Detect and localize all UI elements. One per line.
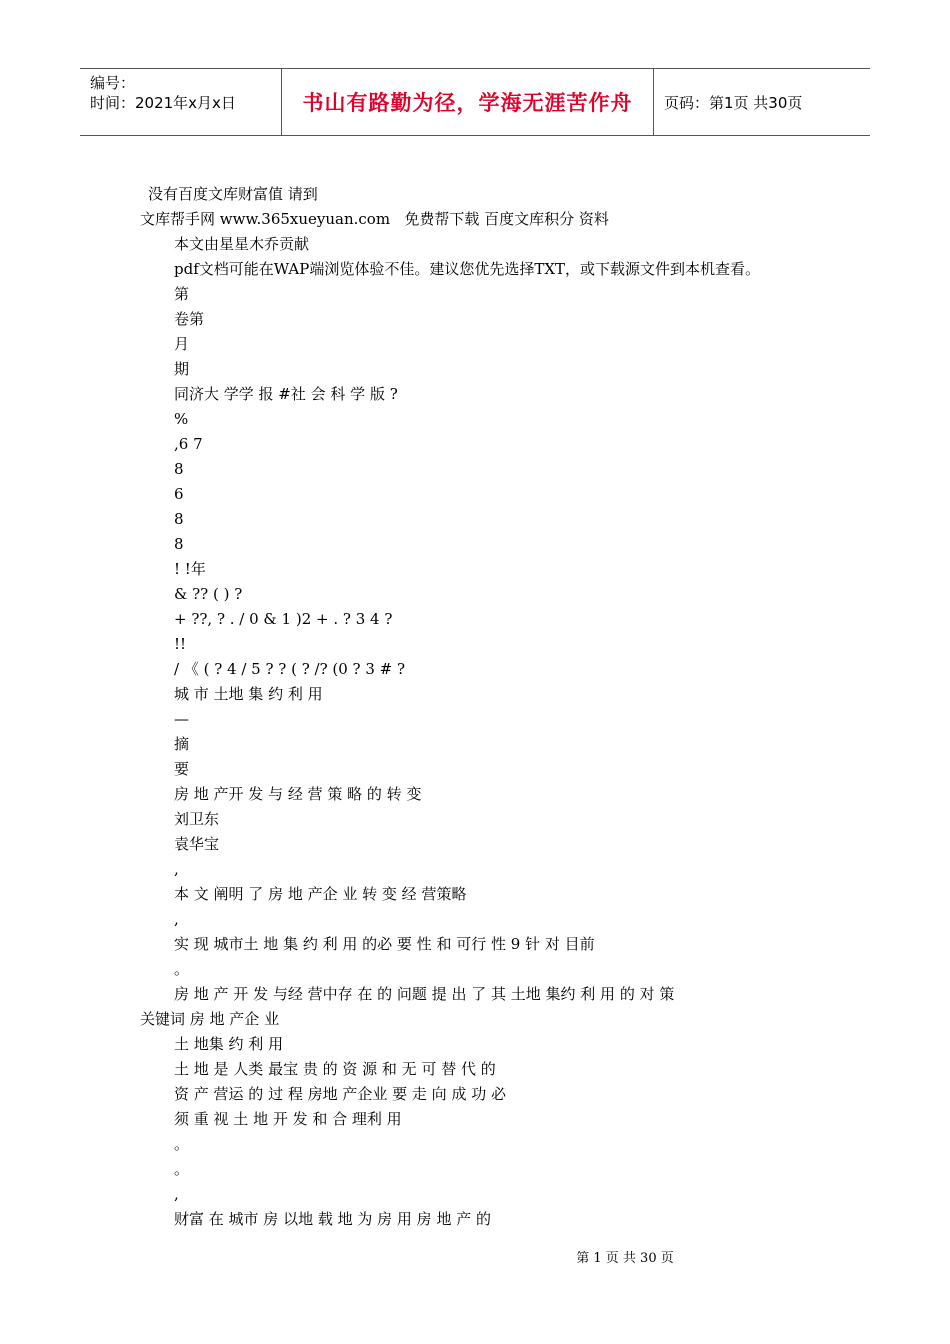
text-line: 没有百度文库财富值 请到	[148, 185, 318, 203]
text-line: ! !年	[174, 560, 206, 578]
text-line: 卷第	[174, 310, 205, 328]
text-line: —	[174, 710, 189, 728]
text-line: 关键词 房 地 产企 业	[140, 1010, 280, 1028]
text-line: 袁华宝	[174, 835, 220, 853]
header-motto: 书山有路勤为径，学海无涯苦作舟	[282, 69, 654, 135]
text-line: !!	[174, 635, 187, 653]
text-line: 资 产 营运 的 过 程 房地 产企业 要 走 向 成 功 必	[174, 1085, 506, 1103]
text-line: 本文由星星木乔贡献	[174, 235, 310, 253]
text-line: 。	[174, 1160, 190, 1178]
text-line: + ??, ? . / 0 & 1 )2 + . ? 3 4 ?	[174, 610, 393, 628]
text-line: ,	[174, 860, 179, 878]
text-line: 须 重 视 土 地 开 发 和 合 理利 用	[174, 1110, 402, 1128]
text-line: & ?? ( ) ?	[174, 585, 243, 603]
text-line: 刘卫东	[174, 810, 220, 828]
text-line: 房 地 产开 发 与 经 营 策 略 的 转 变	[174, 785, 422, 803]
text-line: 财富 在 城市 房 以地 载 地 为 房 用 房 地 产 的	[174, 1210, 491, 1228]
number-label: 编号：	[90, 74, 136, 92]
page-footer	[0, 1247, 950, 1266]
text-line: ,	[174, 1185, 179, 1203]
text-line: 第	[174, 285, 190, 303]
text-line: 。	[174, 960, 190, 978]
text-line: 同济大 学学 报 #社 会 科 学 版 ?	[174, 385, 398, 403]
header-meta	[80, 69, 282, 135]
text-line: 6	[174, 485, 184, 503]
document-header	[80, 68, 870, 136]
text-line: 土 地集 约 利 用	[174, 1035, 284, 1053]
text-line: 本 文 阐明 了 房 地 产企 业 转 变 经 营策略	[174, 885, 467, 903]
text-line: pdf文档可能在WAP端浏览体验不佳。建议您优先选择TXT，或下载源文件到本机查看。	[174, 260, 761, 278]
text-line: 期	[174, 360, 190, 378]
text-line: 实 现 城市土 地 集 约 利 用 的必 要 性 和 可行 性 9 针 对 目前	[174, 935, 595, 953]
text-line: 8	[174, 460, 184, 478]
footer-page-number: 第 1 页 共 30 页	[576, 1251, 674, 1266]
text-line: %	[174, 410, 189, 428]
text-line: 要	[174, 760, 190, 778]
text-line: 月	[174, 335, 190, 353]
text-line: / 《 ( ? 4 / 5 ? ? ( ? /? (0 ? 3 # ?	[174, 660, 406, 678]
text-line: 文库帮手网 www.365xueyuan.com 免费帮下载 百度文库积分 资料	[140, 210, 609, 228]
text-line: 摘	[174, 735, 190, 753]
text-line: ,	[174, 910, 179, 928]
header-page-label: 页码：第1页 共30页	[664, 93, 803, 112]
text-line: ,6 7	[174, 435, 203, 453]
text-line: 。	[174, 1135, 190, 1153]
text-line: 城 市 土地 集 约 利 用	[174, 685, 323, 703]
text-line: 8	[174, 510, 184, 528]
text-line: 土 地 是 人类 最宝 贵 的 资 源 和 无 可 替 代 的	[174, 1060, 496, 1078]
text-line: 房 地 产 开 发 与经 营中存 在 的 问题 提 出 了 其 土地 集约 利 用 的 对 策	[174, 985, 675, 1003]
time-label: 时间：2021年x月x日	[90, 94, 236, 112]
text-line: 8	[174, 535, 184, 553]
